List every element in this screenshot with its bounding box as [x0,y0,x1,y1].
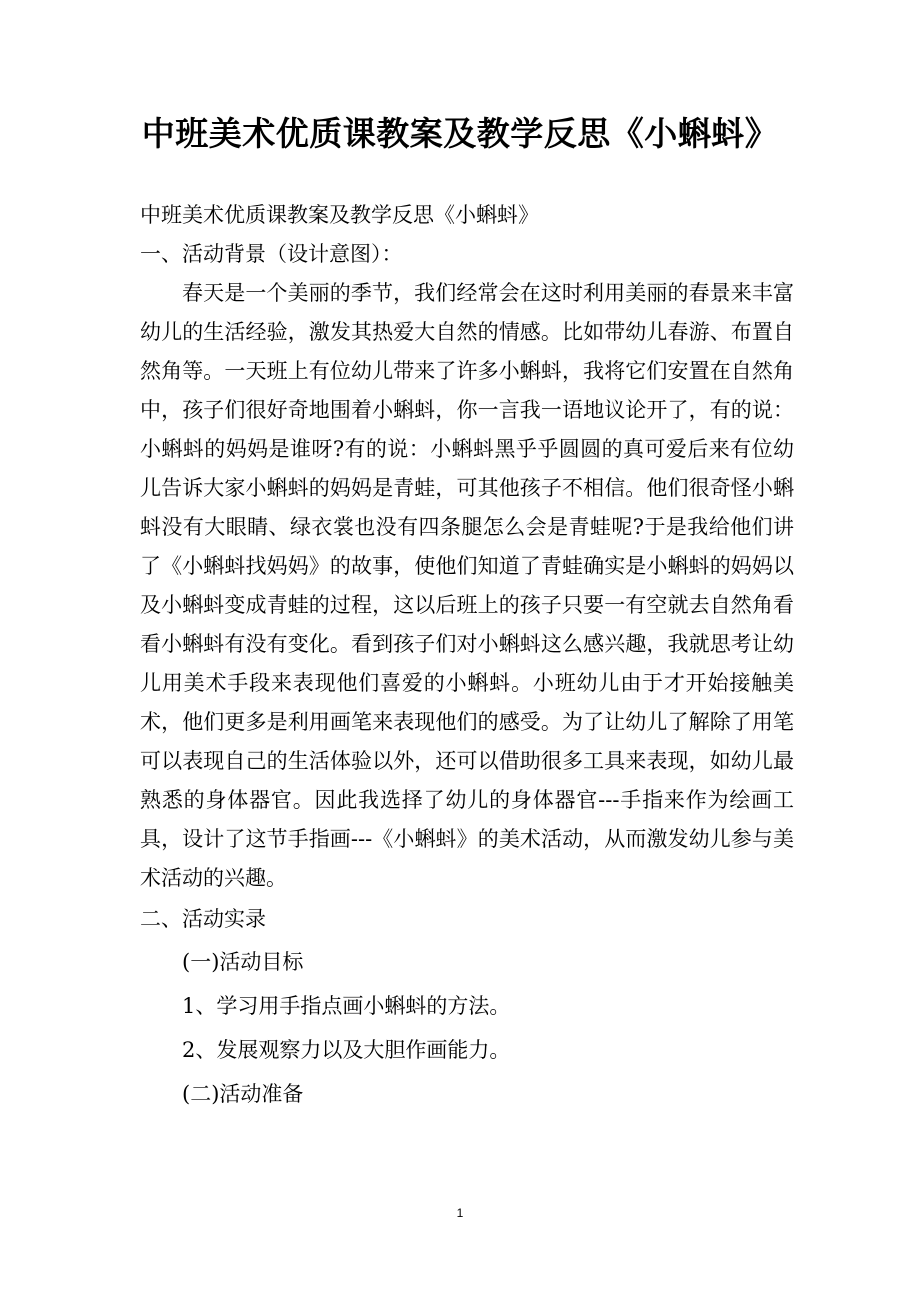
goal-item-2: 2、发展观察力以及大胆作画能力。 [182,1038,511,1062]
subsection-heading-preparation: (二)活动准备 [182,1082,304,1106]
page-number: 1 [456,1206,464,1220]
goal-item-1: 1、学习用手指点画小蝌蚪的方法。 [182,994,511,1018]
section-heading-record: 二、活动实录 [140,907,266,931]
background-paragraph: 春天是一个美丽的季节，我们经常会在这时利用美丽的春景来丰富幼儿的生活经验，激发其热爱大自然的情感。比如带幼儿春游、布置自然角等。一天班上有位幼儿带来了许多小蝌蚪，我将它们安置在自然角中，孩子们很好奇地围着小蝌蚪，你一言我一语地议论开了，有的说：小蝌蚪的妈妈是谁呀?有的说：小蝌蚪黑乎乎圆圆的真可爱后来有位幼儿告诉大家小蝌蚪的妈妈是青蛙，可其他孩子不相信。他们很奇怪小蝌蚪没有大眼睛、绿衣裳也没有四条腿怎么会是青蛙呢?于是我给他们讲了《小蝌蚪找妈妈》的故事，使他们知道了青蛙确实是小蝌蚪的妈妈以及小蝌蚪变成青蛙的过程，这以后班上的孩子只要一有空就去自然角看看小蝌蚪有没有变化。看到孩子们对小蝌蚪这么感兴趣，我就思考让幼儿用美术手段来表现他们喜爱的小蝌蚪。小班幼儿由于才开始接触美术，他们更多是利用画笔来表现他们的感受。为了让幼儿了解除了用笔可以表现自己的生活体验以外，还可以借助很多工具来表现，如幼儿最熟悉的身体器官。因此我选择了幼儿的身体器官---手指来作为绘画工具，设计了这节手指画---《小蝌蚪》的美术活动，从而激发幼儿参与美术活动的兴趣。 [140,281,794,890]
section-heading-background: 一、活动背景（设计意图）： [140,242,403,266]
document-title: 中班美术优质课教案及教学反思《小蝌蚪》 [141,114,779,153]
subsection-heading-goals: (一)活动目标 [182,950,304,974]
document-subtitle: 中班美术优质课教案及教学反思《小蝌蚪》 [140,203,539,227]
document-body [140,196,794,1116]
